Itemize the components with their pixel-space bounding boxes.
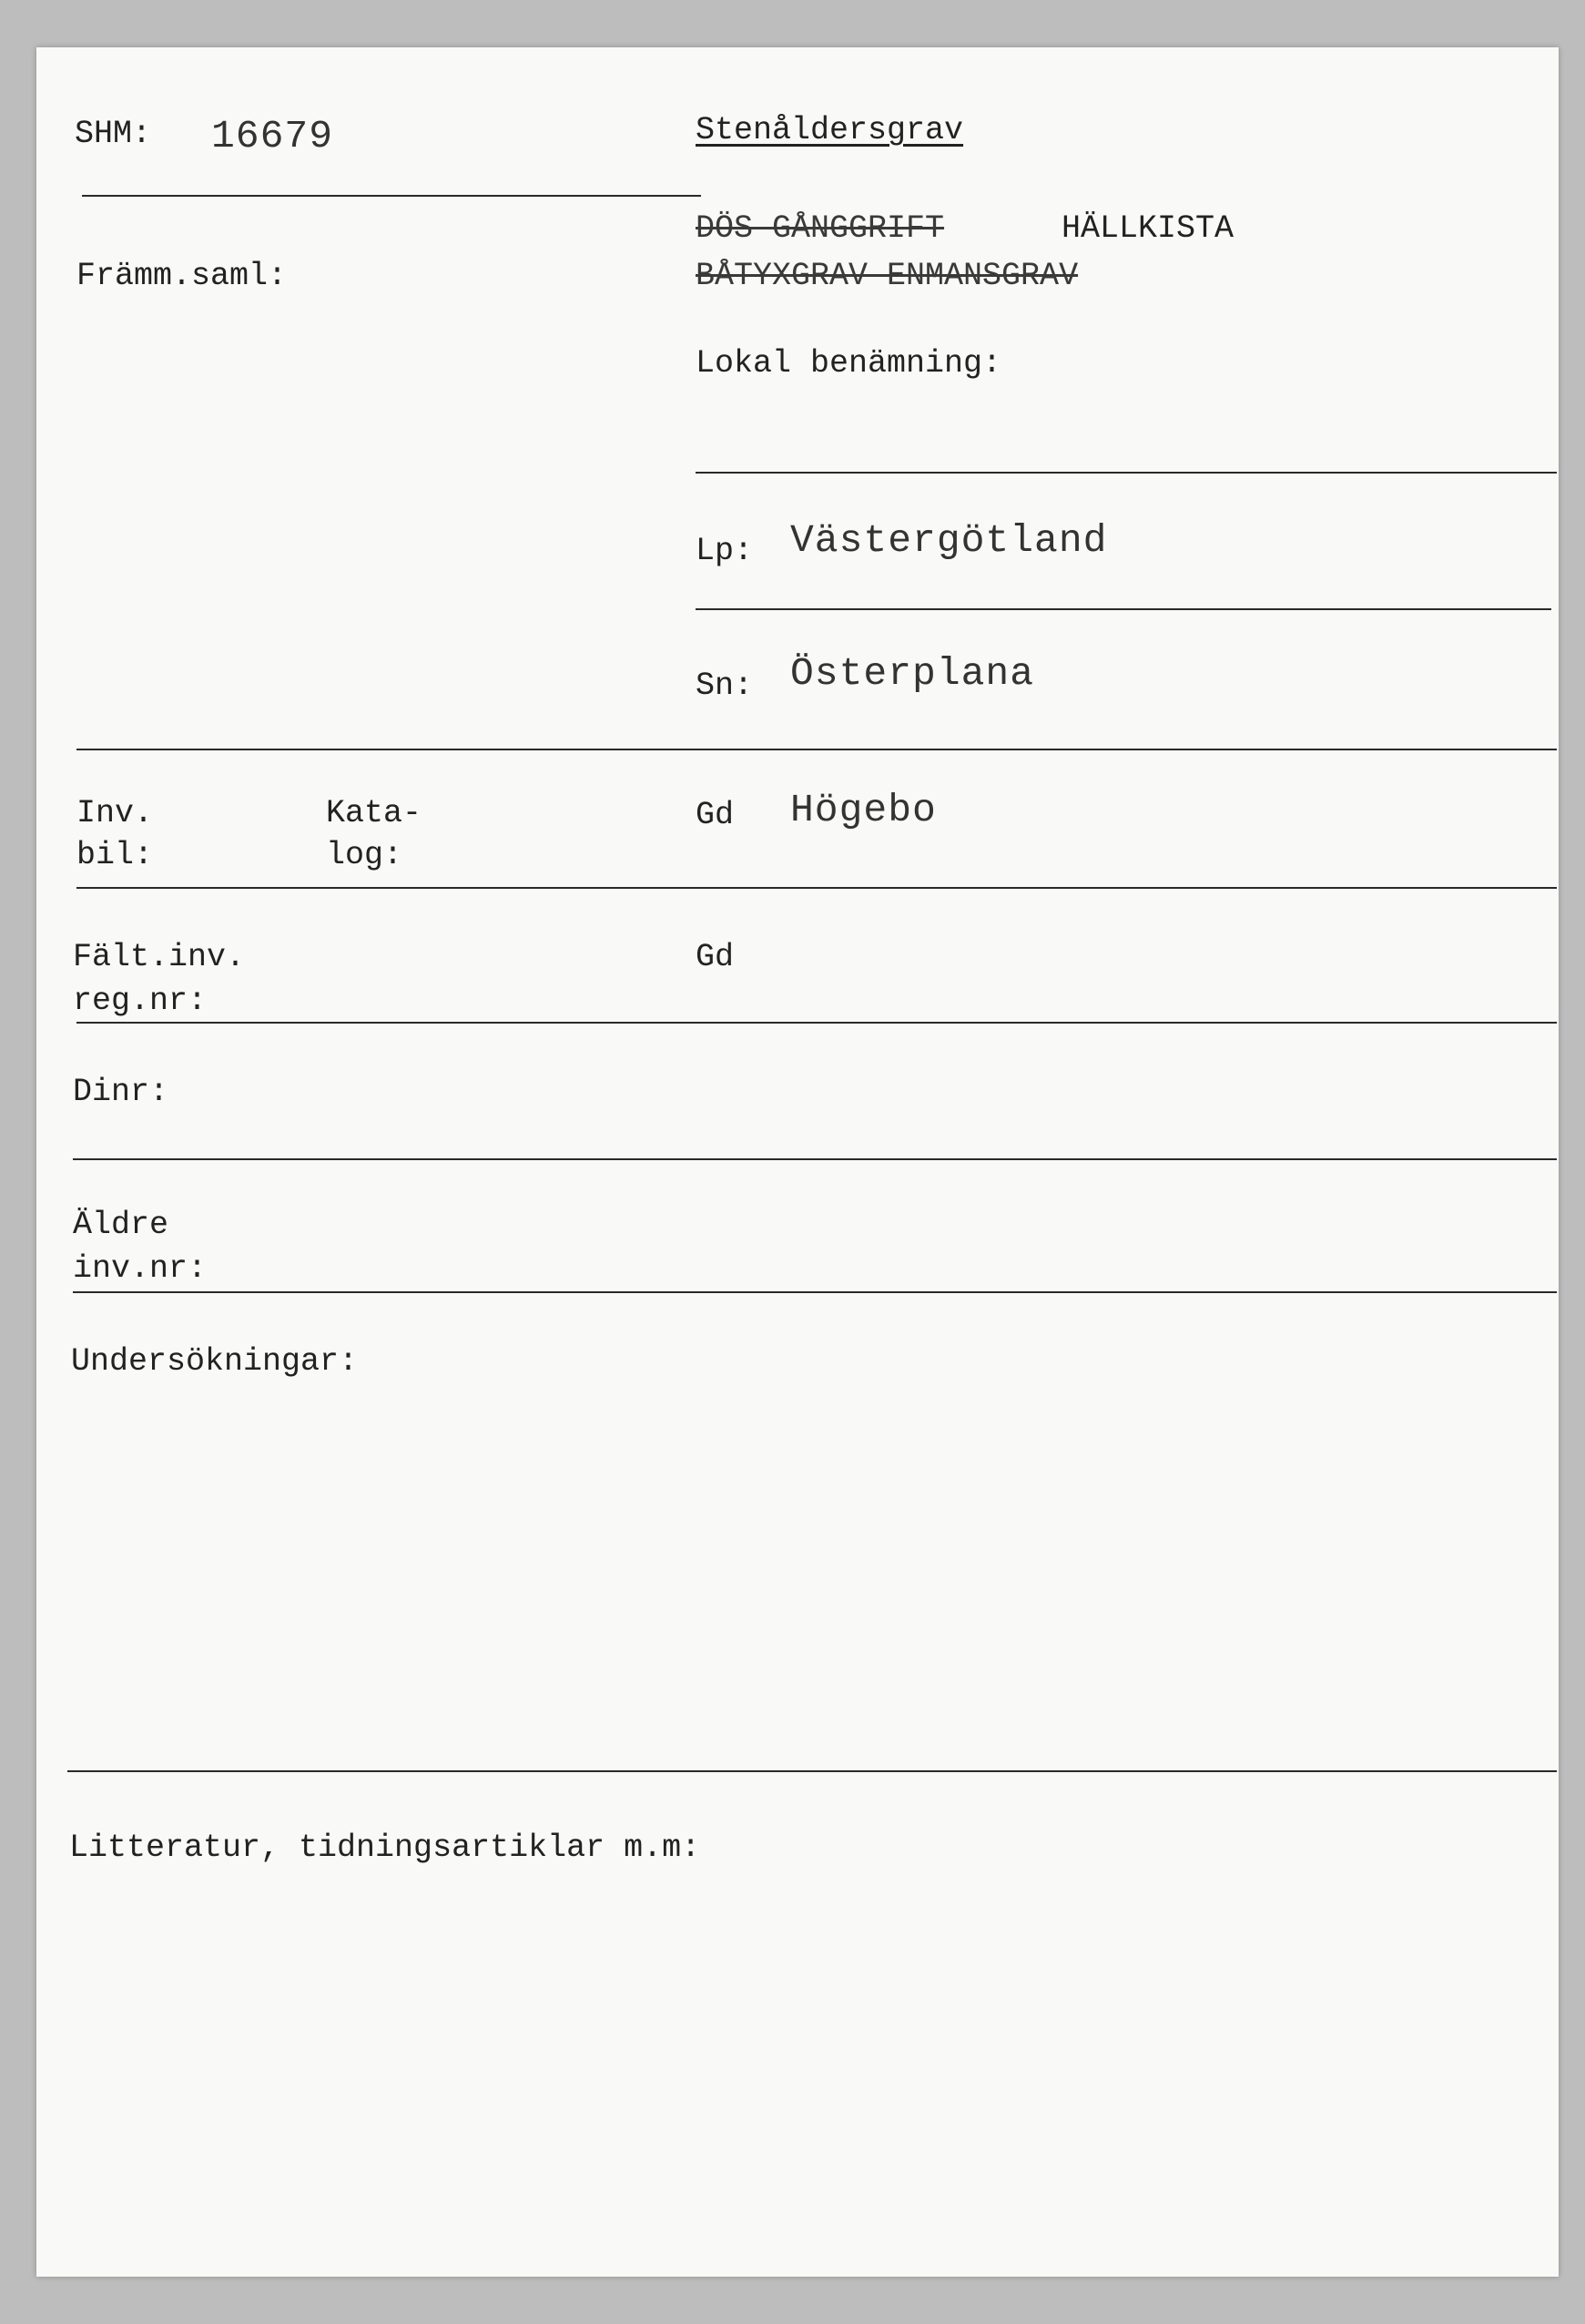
section-rule-1 — [76, 749, 1557, 750]
lp-value: Västergötland — [790, 518, 1108, 563]
inv-bil-label-1: Inv. — [76, 795, 154, 831]
shm-label: SHM: — [75, 116, 152, 152]
sn-label: Sn: — [696, 668, 754, 704]
dinr-label: Dinr: — [73, 1074, 169, 1110]
section-rule-6 — [67, 1770, 1557, 1772]
aldre-label-1: Äldre — [73, 1207, 169, 1243]
left-top-rule — [82, 195, 701, 197]
section-rule-2 — [76, 887, 1557, 889]
index-card — [36, 47, 1559, 2277]
lp-rule — [696, 608, 1551, 610]
grave-types-struck-2: BÅTYXGRAV ENMANSGRAV — [696, 258, 1079, 294]
framm-saml-label: Främm.saml: — [76, 258, 288, 294]
lp-label: Lp: — [696, 533, 754, 569]
gd-value-1: Högebo — [790, 788, 937, 832]
falt-inv-label-1: Fält.inv. — [73, 939, 246, 975]
katalog-label-1: Kata- — [326, 795, 422, 831]
litteratur-label: Litteratur, tidningsartiklar m.m: — [69, 1830, 701, 1866]
section-rule-4 — [73, 1158, 1557, 1160]
gd-label-1: Gd — [696, 797, 735, 833]
sn-value: Österplana — [790, 651, 1035, 696]
section-rule-3 — [76, 1022, 1557, 1024]
inv-bil-label-2: bil: — [76, 837, 154, 873]
katalog-label-2: log: — [326, 837, 403, 873]
lokal-benamning-label: Lokal benämning: — [696, 345, 1002, 382]
gd-label-2: Gd — [696, 939, 735, 975]
category-title: Stenåldersgrav — [696, 112, 964, 148]
section-rule-5 — [73, 1291, 1557, 1293]
shm-number: 16679 — [211, 114, 334, 158]
lokal-rule — [696, 472, 1557, 474]
aldre-label-2: inv.nr: — [73, 1250, 208, 1287]
undersokningar-label: Undersökningar: — [71, 1343, 359, 1380]
grave-types-struck-1: DÖS GÅNGGRIFT — [696, 210, 945, 247]
grave-type-hallkista: HÄLLKISTA — [1062, 210, 1234, 247]
falt-inv-label-2: reg.nr: — [73, 983, 208, 1019]
